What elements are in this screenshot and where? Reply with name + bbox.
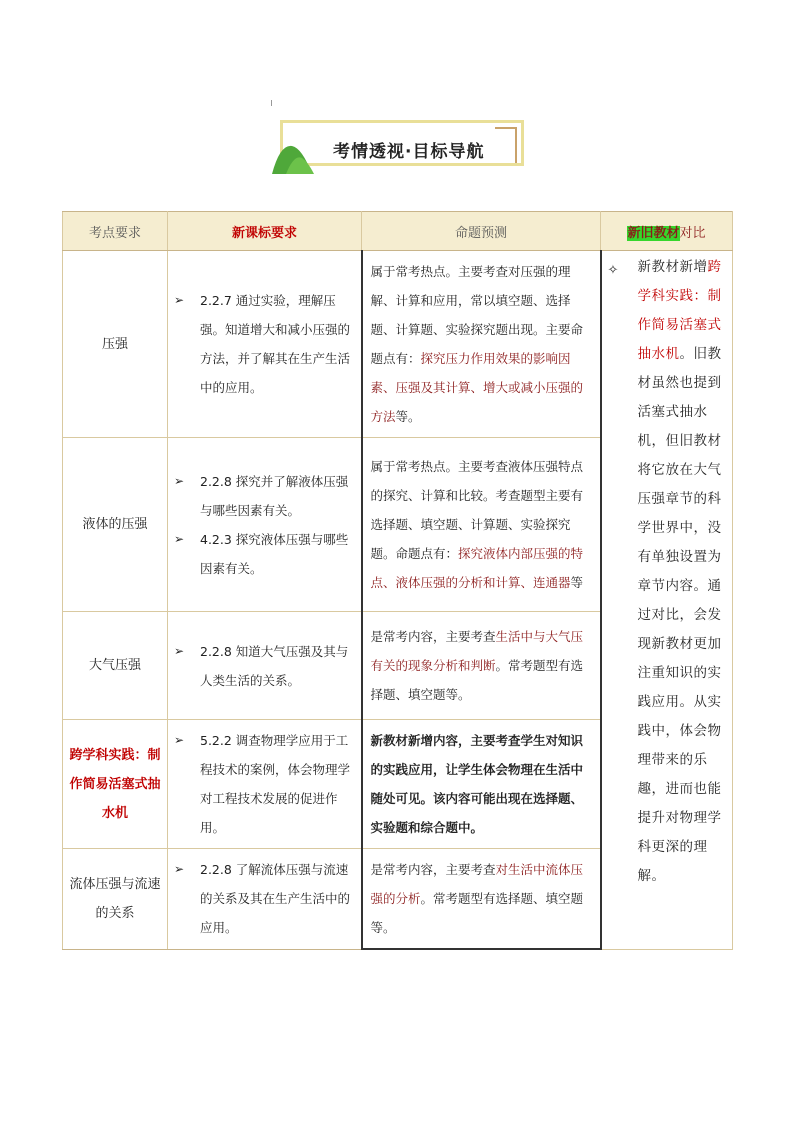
banner-corner-decoration: [495, 127, 517, 163]
arrow-bullet-icon: ➢: [174, 531, 185, 546]
row-topic: 跨学科实践：制作简易活塞式抽水机: [63, 720, 168, 849]
prediction-bold-text: 新教材新增内容，主要考查学生对知识的实践应用，让学生体会物理在生活中随处可见。该内容可能出现在选择题、实验题和综合题中。: [370, 733, 584, 835]
requirement-text: 5.2.2 调查物理学应用于工程技术的案例，体会物理学对工程技术发展的促进作用。: [200, 733, 351, 835]
row-topic: 大气压强: [63, 612, 168, 720]
arrow-bullet-icon: ➢: [174, 862, 185, 877]
requirement-item: [174, 467, 353, 525]
arrow-bullet-icon: ➢: [174, 293, 185, 307]
row-requirements: [168, 849, 362, 950]
prediction-highlight: 对生活中流体压强的分析: [370, 862, 584, 906]
prediction-highlight: 探究液体内部压强的特点、液体压强的分析和计算、连通器: [370, 546, 584, 590]
prediction-tail: 等: [570, 575, 584, 590]
arrow-bullet-icon: ➢: [174, 733, 185, 747]
requirement-text: 4.2.3 探究液体压强与哪些因素有关。: [200, 531, 349, 576]
row-topic: 流体压强与流速的关系: [63, 849, 168, 950]
comparison-text: [638, 253, 727, 891]
comparison-rest: 。旧教材虽然也提到活塞式抽水机，但旧教材将它放在大气压强章节的科学世界中，没有单独设置为章节内容。通过对比，会发现新教材更加注重知识的实践应用。从实践中，体会物理带来的乐趣，进而也能提升对物理学科更深的理解。: [637, 346, 722, 884]
row-requirements: [168, 612, 362, 720]
requirement-text: 2.2.8 了解流体压强与流速的关系及其在生产生活中的应用。: [200, 862, 351, 936]
header-comparison-rest: 对比: [679, 225, 706, 241]
arrow-bullet-icon: ➢: [174, 643, 185, 658]
header-comparison: [601, 212, 733, 251]
row-prediction: [362, 438, 601, 612]
prediction-tail: 。常考题型有选择题、填空题等。: [370, 658, 584, 702]
prediction-text: 属于常考热点。主要考查液体压强特点的探究、计算和比较。考查题型主要有选择题、填空题、计算题、实验探究题。命题点有：: [370, 459, 584, 561]
row-topic: 压强: [63, 251, 168, 438]
row-prediction: [362, 251, 601, 438]
requirement-item: [174, 525, 353, 583]
comparison-intro: 新教材新增: [637, 259, 708, 275]
row-prediction: [362, 720, 601, 849]
diamond-bullet-icon: ✧: [607, 263, 619, 278]
arrow-bullet-icon: ➢: [174, 473, 185, 488]
exam-analysis-table: [62, 211, 733, 950]
table-header-row: [63, 212, 733, 251]
requirement-item: [174, 855, 353, 942]
requirement-item: [174, 286, 353, 402]
header-requirement: 新课标要求: [168, 212, 362, 251]
row-prediction: [362, 849, 601, 950]
prediction-text: 是常考内容，主要考查: [370, 862, 496, 877]
requirement-text: 2.2.7 通过实验，理解压强。知道增大和减小压强的方法，并了解其在生产生活中的应用。: [200, 293, 351, 395]
header-topic: 考点要求: [63, 212, 168, 251]
header-prediction: 命题预测: [362, 212, 601, 251]
header-comparison-highlight: 新旧教材: [627, 225, 680, 241]
table-row: [63, 251, 733, 438]
banner-title: 考情透视·目标导航: [333, 142, 485, 162]
banner-frame: [280, 120, 524, 166]
section-banner: [272, 118, 530, 174]
comparison-cell: [601, 251, 733, 950]
page-mark: [271, 100, 272, 106]
row-requirements: [168, 438, 362, 612]
row-topic: 液体的压强: [63, 438, 168, 612]
requirement-text: 2.2.8 探究并了解液体压强与哪些因素有关。: [200, 473, 349, 518]
prediction-text: 属于常考热点。主要考查对压强的理解、计算和应用，常以填空题、选择题、计算题、实验探究题出现。主要命题点有：: [370, 264, 584, 366]
prediction-highlight: 生活中与大气压有关的现象分析和判断: [370, 629, 584, 673]
prediction-tail: 。常考题型有选择题、填空题等。: [370, 891, 584, 935]
row-requirements: [168, 720, 362, 849]
requirement-text: 2.2.8 知道大气压强及其与人类生活的关系。: [200, 643, 349, 688]
prediction-tail: 等。: [395, 409, 421, 424]
requirement-item: [174, 726, 353, 842]
row-prediction: [362, 612, 601, 720]
comparison-highlight: 跨学科实践：制作简易活塞式抽水机: [637, 259, 722, 362]
hill-icon: [272, 136, 314, 176]
prediction-text: 是常考内容，主要考查: [370, 629, 496, 644]
prediction-highlight: 探究压力作用效果的影响因素、压强及其计算、增大或减小压强的方法: [370, 351, 584, 424]
requirement-item: [174, 637, 353, 695]
row-requirements: [168, 251, 362, 438]
